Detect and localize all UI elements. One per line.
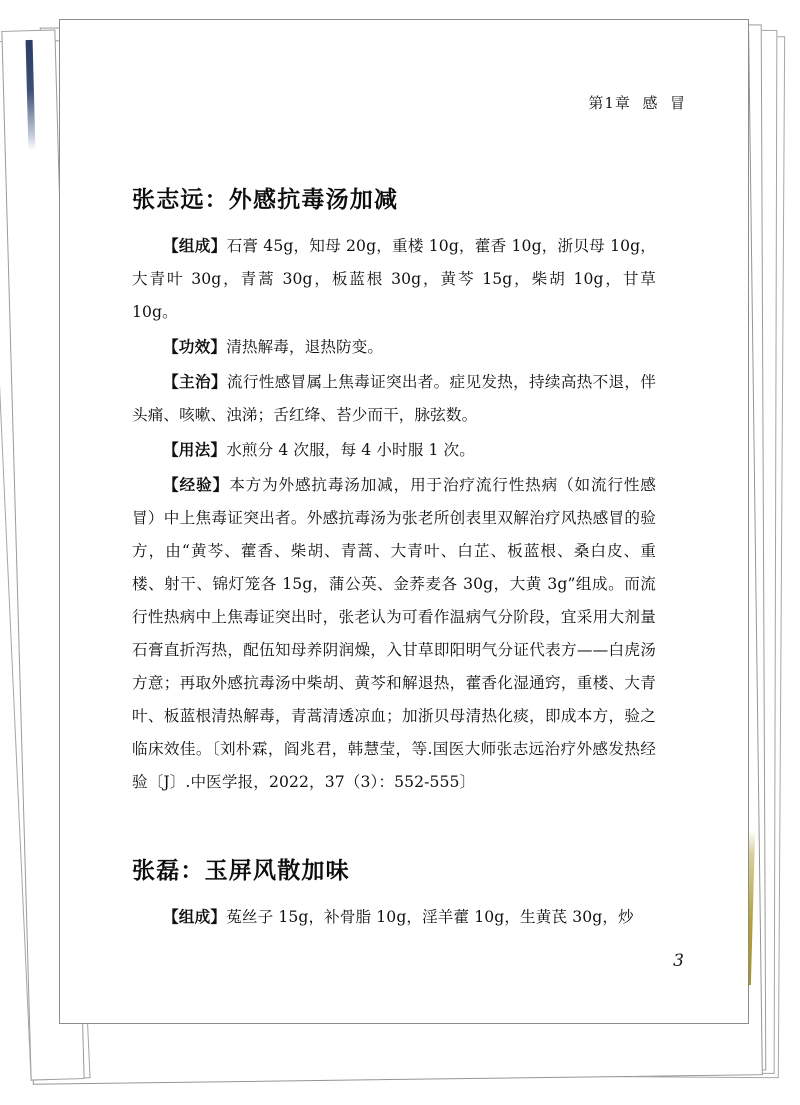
- entry-text-experience-1: 本方为外感抗毒汤加减，用于治疗流行性热病（如流行性感冒）中上焦毒证突出者。外感抗毒汤为张老所创表里双解治疗风热感冒的验方，由“黄芩、藿香、柴胡、青蒿、大青叶、白芷、板蓝根、桑白皮、重楼、射干、锦灯笼各 15g，蒲公英、金荞麦各 30g，大黄 3g”组成。而流行性热病中上焦毒证突出时，张老认为可看作温病气分阶段，宜采用大剂量石膏直折泻热，配伍知母养阴润燥，入甘草即阳明气分证代表方——白虎汤方意；再取外感抗毒汤中柴胡、黄芩和解退热，藿香化湿通窍，重楼、大青叶、板蓝根清热解毒，青蒿清透凉血；加浙贝母清热化痰，即成本方，验之临床效佳。〔刘朴霖，阎兆君，韩慧莹，等.国医大师张志远治疗外感发热经验〔J〕.中医学报，2022，37（3）：552-555〕: [132, 475, 656, 791]
- entry-label-indication-1: 【主治】: [163, 372, 227, 391]
- entry-text-indication-1: 流行性感冒属上焦毒证突出者。症见发热，持续高热不退，伴头痛、咳嗽、浊涕；舌红绛、苔少而干，脉弦数。: [132, 372, 656, 424]
- page-content: [132, 170, 656, 934]
- entry-usage-1: [132, 432, 656, 467]
- page-number: 3: [673, 951, 684, 971]
- entry-effect-1: [132, 329, 656, 364]
- entry-indication-1: [132, 364, 656, 432]
- entry-text-effect-1: 清热解毒，退热防变。: [226, 337, 384, 356]
- section-heading-zhang-zhiyuan: 张志远：外感抗毒汤加减: [132, 187, 399, 213]
- book-page: [59, 19, 749, 1024]
- entry-composition-1: [132, 215, 656, 329]
- entry-label-composition-1: 【组成】: [163, 236, 227, 255]
- section-heading-zhang-lei: 张磊：玉屏风散加味: [132, 857, 350, 884]
- entry-text-usage-1: 水煎分 4 次服，每 4 小时服 1 次。: [226, 440, 475, 459]
- entry-label-effect-1: 【功效】: [163, 337, 227, 356]
- entry-label-experience-1: 【经验】: [163, 475, 230, 494]
- entry-text-composition-1: 石膏 45g，知母 20g，重楼 10g，藿香 10g，浙贝母 10g，大青叶 30g，青蒿 30g，板蓝根 30g，黄芩 15g，柴胡 10g，甘草 10g。: [132, 236, 656, 321]
- entry-experience-1: [132, 467, 656, 799]
- entry-text-composition-2: 菟丝子 15g，补骨脂 10g，淫羊藿 10g，生黄芪 30g，炒: [226, 907, 634, 926]
- running-head: 第1章 感 冒: [588, 94, 686, 112]
- entry-label-composition-2: 【组成】: [163, 907, 227, 926]
- entry-label-usage-1: 【用法】: [163, 440, 227, 459]
- entry-composition-2: [132, 886, 656, 934]
